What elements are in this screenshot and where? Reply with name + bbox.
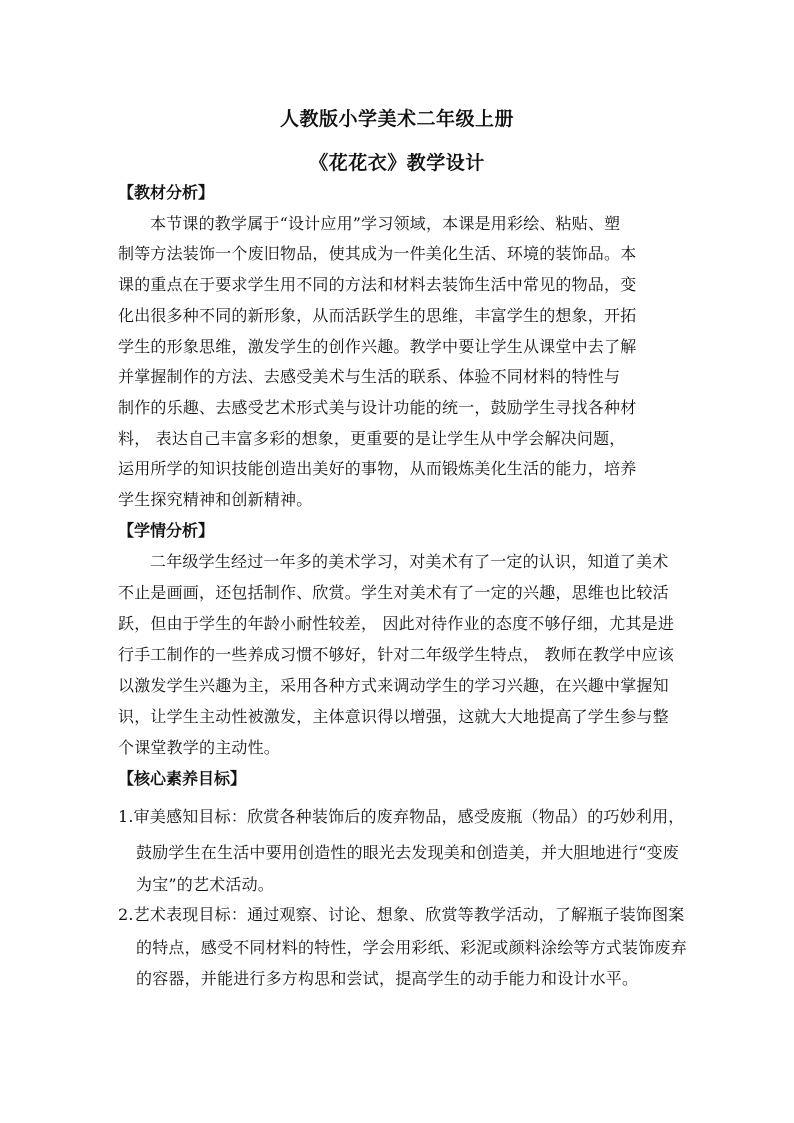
paragraph-line: 并掌握制作的方法、去感受美术与生活的联系、体验不同材料的特性与 [118,367,621,386]
paragraph-line: 学生探究精神和创新精神。 [118,490,313,509]
paragraph-line: 课的重点在于要求学生用不同的方法和材料去装饰生活中常见的物品，变 [118,275,637,294]
paragraph-line: 个课堂教学的主动性。 [118,738,281,757]
section-heading: 【学情分析】 [118,521,215,540]
paragraph-line: 运用所学的知识技能创造出美好的事物，从而锻炼美化生活的能力，培养 [118,459,637,478]
paragraph-line: 制作的乐趣、去感受艺术形式美与设计功能的统一，鼓励学生寻找各种材 [118,398,637,417]
paragraph-line: 学生的形象思维，激发学生的创作兴趣。教学中要让学生从课堂中去了解 [118,337,637,356]
paragraph-line: 料， 表达自己丰富多彩的想象，更重要的是让学生从中学会解决问题， [118,429,626,448]
paragraph-line: 识，让学生主动性被激发，主体意识得以增强，这就大大地提高了学生参与整 [118,707,669,726]
paragraph-line: 制等方法装饰一个废旧物品，使其成为一件美化生活、环境的装饰品。本 [118,244,637,263]
paragraph-line: 不止是画画，还包括制作、欣赏。学生对美术有了一定的兴趣，思维也比较活 [118,583,669,602]
section-heading: 【核心素养目标】 [118,769,247,788]
paragraph-line: 跃，但由于学生的年龄小耐性较差， 因此对待作业的态度不够仔细，尤其是进 [118,614,675,633]
list-item-continuation: 为宝”的艺术活动。 [136,875,274,894]
document-subtitle: 《花花衣》教学设计 [309,152,485,174]
list-item: 2.艺术表现目标：通过观察、讨论、想象、欣赏等教学活动，了解瓶子装饰图案 [118,905,685,924]
paragraph-line: 二年级学生经过一年多的美术学习，对美术有了一定的认识，知道了美术 [150,552,669,571]
paragraph-line: 以激发学生兴趣为主，采用各种方式来调动学生的学习兴趣，在兴趣中掌握知 [118,676,669,695]
paragraph-line: 行手工制作的一些养成习惯不够好，针对二年级学生特点， 教师在教学中应该 [118,645,675,664]
list-item-continuation: 的特点，感受不同材料的特性，学会用彩纸、彩泥或颜料涂绘等方式装饰废弃 [136,938,687,957]
list-item-continuation: 鼓励学生在生活中要用创造性的眼光去发现美和创造美，并大胆地进行“变废 [136,843,679,862]
paragraph-line: 化出很多种不同的新形象，从而活跃学生的思维，丰富学生的想象，开拓 [118,306,637,325]
section-heading: 【教材分析】 [118,183,215,202]
paragraph-line: 本节课的教学属于“设计应用”学习领域，本课是用彩绘、粘贴、塑 [150,214,621,233]
document-title: 人教版小学美术二年级上册 [279,108,514,130]
list-item: 1.审美感知目标：欣赏各种装饰后的废弃物品，感受废瓶（物品）的巧妙利用， [118,807,685,826]
list-item-continuation: 的容器，并能进行多方构思和尝试，提高学生的动手能力和设计水平。 [136,969,639,988]
